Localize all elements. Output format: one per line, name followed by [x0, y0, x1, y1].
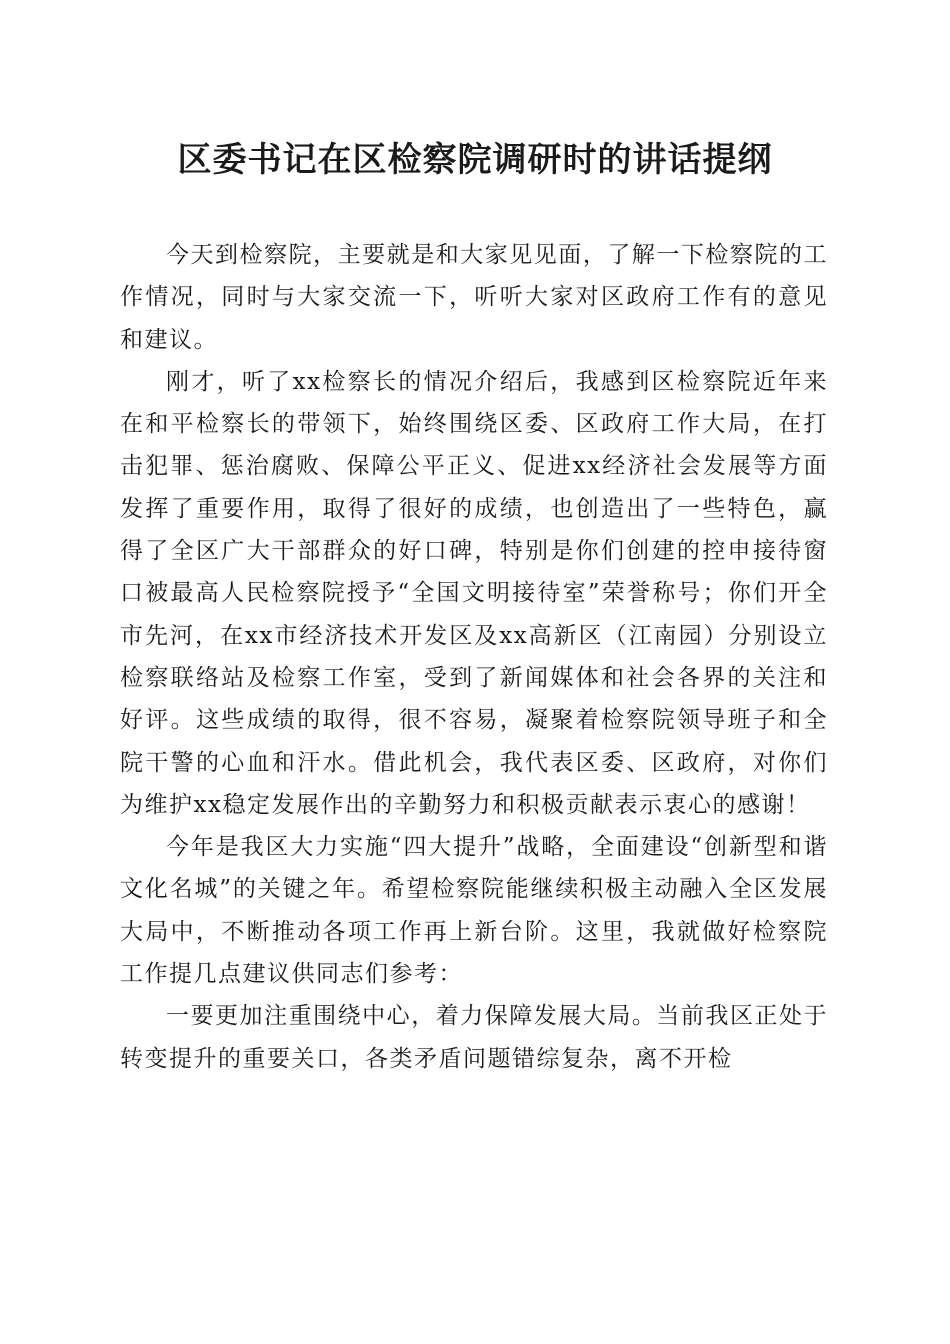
document-body [120, 234, 828, 1080]
document-title: 区委书记在区检察院调研时的讲话提纲 [177, 140, 773, 180]
paragraph-achievements: 刚才，听了xx检察长的情况介绍后，我感到区检察院近年来在和平检察长的带领下，始终围绕区委、区政府工作大局，在打击犯罪、惩治腐败、保障公平正义、促进xx经济社会发展等方面发挥了重要作用，取得了很好的成绩，也创造出了一些特色，赢得了全区广大干部群众的好口碑，特别是你们创建的控申接待窗口被最高人民检察院授予“全国文明接待室”荣誉称号；你们开全市先河，在xx市经济技术开发区及xx高新区（江南园）分别设立检察联络站及检察工作室，受到了新闻媒体和社会各界的关注和好评。这些成绩的取得，很不容易，凝聚着检察院领导班子和全院干警的心血和汗水。借此机会，我代表区委、区政府，对你们为维护xx稳定发展作出的辛勤努力和积极贡献表示衷心的感谢！ [120, 368, 828, 818]
paragraph-intro: 今天到检察院，主要就是和大家见见面，了解一下检察院的工作情况，同时与大家交流一下，听听大家对区政府工作有的意见和建议。 [120, 242, 828, 353]
paragraph-first-point: 一要更加注重围绕中心，着力保障发展大局。当前我区正处于转变提升的重要关口，各类矛盾问题错综复杂，离不开检 [120, 1003, 828, 1072]
paragraph-this-year: 今年是我区大力实施“四大提升”战略，全面建设“创新型和谐文化名城”的关键之年。希望检察院能继续积极主动融入全区发展大局中，不断推动各项工作再上新台阶。这里，我就做好检察院工作提几点建议供同志们参考： [120, 834, 828, 988]
